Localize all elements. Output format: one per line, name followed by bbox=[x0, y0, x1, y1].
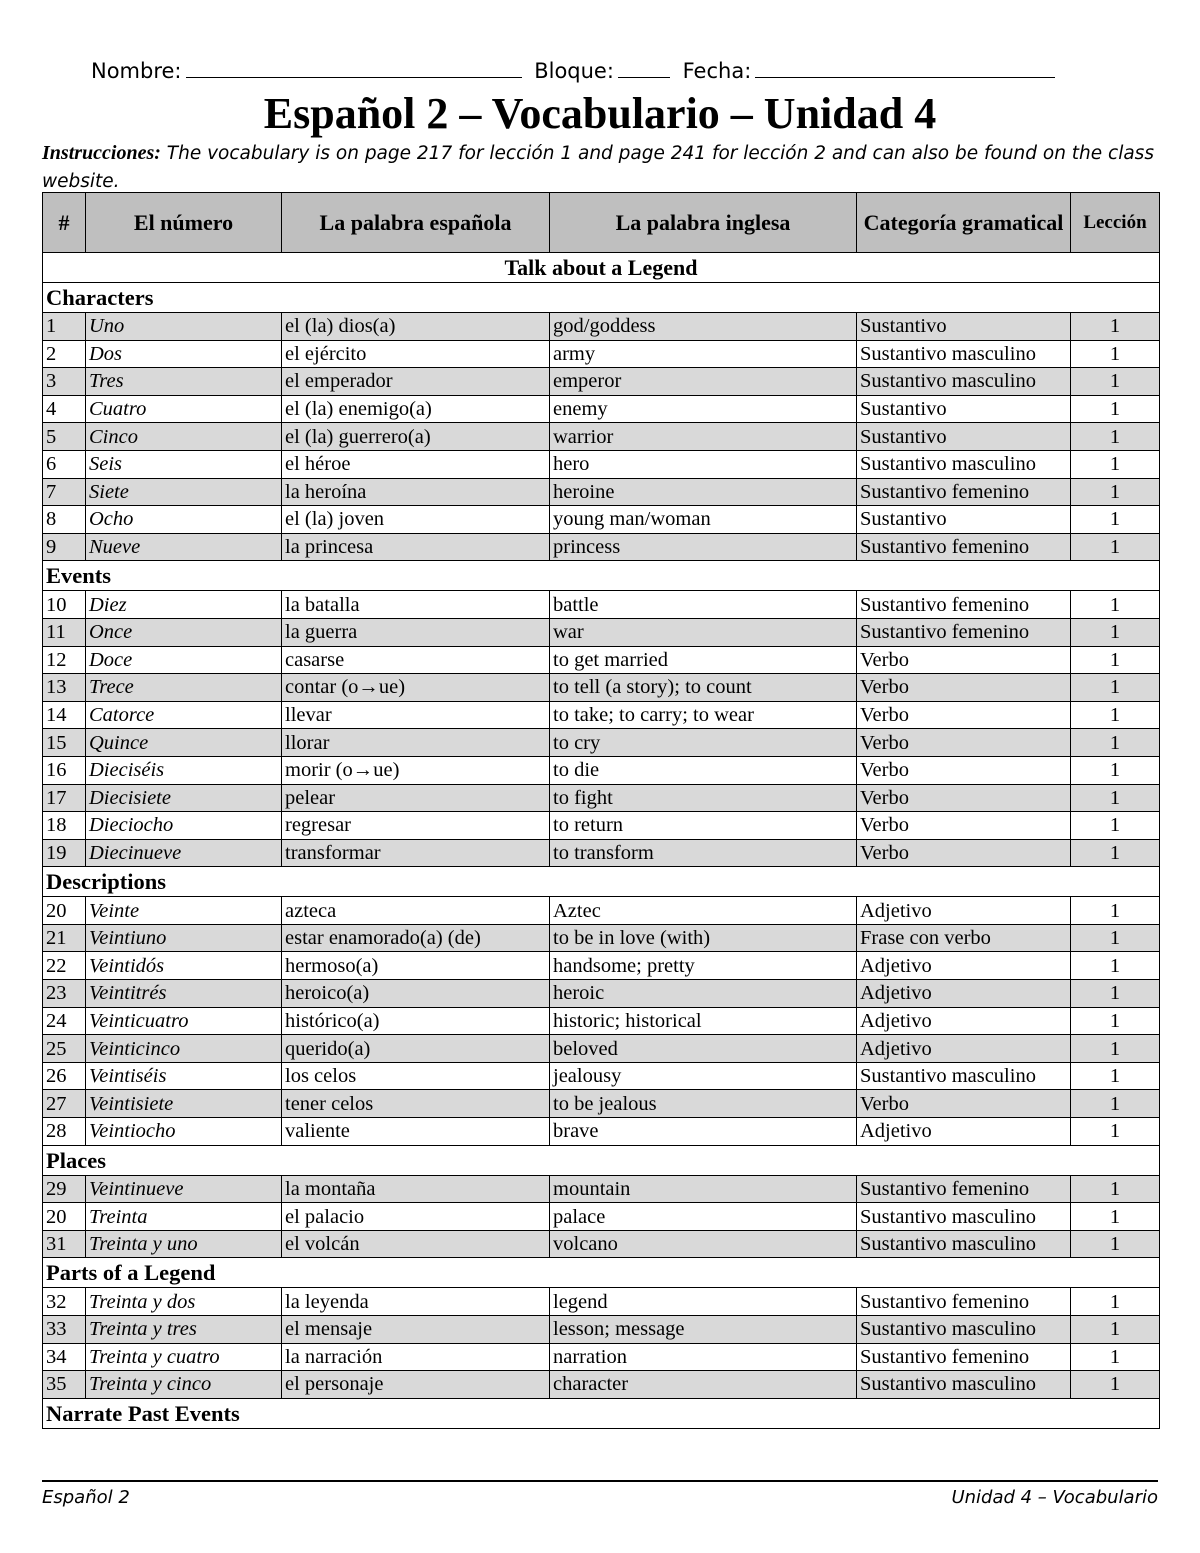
cell-categoria: Verbo bbox=[857, 674, 1071, 702]
cell-palabra-inglesa: brave bbox=[550, 1118, 857, 1146]
cell-number: 19 bbox=[43, 839, 86, 867]
cell-el-numero: Cuatro bbox=[86, 395, 282, 423]
table-row bbox=[43, 340, 1160, 368]
cell-palabra-inglesa: war bbox=[550, 618, 857, 646]
cell-number: 10 bbox=[43, 591, 86, 619]
cell-number: 3 bbox=[43, 368, 86, 396]
section-row bbox=[43, 1258, 1160, 1288]
section-row bbox=[43, 1145, 1160, 1175]
cell-palabra-inglesa: enemy bbox=[550, 395, 857, 423]
table-row bbox=[43, 1007, 1160, 1035]
column-header-number: # bbox=[43, 193, 86, 253]
table-row bbox=[43, 839, 1160, 867]
table-row bbox=[43, 533, 1160, 561]
cell-categoria: Sustantivo bbox=[857, 313, 1071, 341]
cell-number: 26 bbox=[43, 1062, 86, 1090]
cell-el-numero: Veinticinco bbox=[86, 1035, 282, 1063]
section-row bbox=[43, 867, 1160, 897]
cell-palabra-inglesa: battle bbox=[550, 591, 857, 619]
cell-number: 7 bbox=[43, 478, 86, 506]
cell-categoria: Sustantivo femenino bbox=[857, 618, 1071, 646]
cell-palabra-inglesa: character bbox=[550, 1371, 857, 1399]
cell-number: 25 bbox=[43, 1035, 86, 1063]
cell-el-numero: Dos bbox=[86, 340, 282, 368]
section-row bbox=[43, 561, 1160, 591]
table-row bbox=[43, 591, 1160, 619]
cell-categoria: Adjetivo bbox=[857, 1118, 1071, 1146]
cell-palabra-inglesa: jealousy bbox=[550, 1062, 857, 1090]
cell-leccion: 1 bbox=[1071, 980, 1160, 1008]
cell-palabra-espanola: la guerra bbox=[282, 618, 550, 646]
cell-el-numero: Treinta y uno bbox=[86, 1230, 282, 1258]
cell-leccion: 1 bbox=[1071, 423, 1160, 451]
cell-el-numero: Uno bbox=[86, 313, 282, 341]
cell-number: 14 bbox=[43, 701, 86, 729]
cell-leccion: 1 bbox=[1071, 924, 1160, 952]
cell-categoria: Sustantivo bbox=[857, 395, 1071, 423]
cell-categoria: Sustantivo masculino bbox=[857, 1062, 1071, 1090]
table-row bbox=[43, 646, 1160, 674]
cell-number: 34 bbox=[43, 1343, 86, 1371]
cell-categoria: Verbo bbox=[857, 756, 1071, 784]
cell-categoria: Adjetivo bbox=[857, 980, 1071, 1008]
cell-number: 22 bbox=[43, 952, 86, 980]
cell-palabra-espanola: la batalla bbox=[282, 591, 550, 619]
cell-palabra-espanola: la montaña bbox=[282, 1175, 550, 1203]
table-row bbox=[43, 924, 1160, 952]
table-row bbox=[43, 368, 1160, 396]
table-row bbox=[43, 1316, 1160, 1344]
cell-el-numero: Treinta y cuatro bbox=[86, 1343, 282, 1371]
cell-categoria: Verbo bbox=[857, 701, 1071, 729]
cell-el-numero: Treinta y cinco bbox=[86, 1371, 282, 1399]
cell-number: 24 bbox=[43, 1007, 86, 1035]
cell-categoria: Sustantivo femenino bbox=[857, 1288, 1071, 1316]
column-header-palabra-inglesa: La palabra inglesa bbox=[550, 193, 857, 253]
cell-palabra-espanola: los celos bbox=[282, 1062, 550, 1090]
cell-number: 1 bbox=[43, 313, 86, 341]
cell-palabra-espanola: transformar bbox=[282, 839, 550, 867]
cell-categoria: Verbo bbox=[857, 646, 1071, 674]
cell-leccion: 1 bbox=[1071, 1288, 1160, 1316]
cell-leccion: 1 bbox=[1071, 395, 1160, 423]
section-title: Places bbox=[43, 1145, 1160, 1175]
cell-leccion: 1 bbox=[1071, 1175, 1160, 1203]
cell-palabra-inglesa: beloved bbox=[550, 1035, 857, 1063]
cell-categoria: Sustantivo masculino bbox=[857, 1230, 1071, 1258]
cell-palabra-espanola: contar (o→ue) bbox=[282, 674, 550, 702]
cell-el-numero: Diez bbox=[86, 591, 282, 619]
cell-number: 12 bbox=[43, 646, 86, 674]
cell-palabra-espanola: el personaje bbox=[282, 1371, 550, 1399]
cell-leccion: 1 bbox=[1071, 952, 1160, 980]
cell-categoria: Sustantivo masculino bbox=[857, 1316, 1071, 1344]
table-row bbox=[43, 812, 1160, 840]
cell-palabra-espanola: la princesa bbox=[282, 533, 550, 561]
cell-number: 20 bbox=[43, 1203, 86, 1231]
cell-leccion: 1 bbox=[1071, 1371, 1160, 1399]
column-header-categoria: Categoría gramatical bbox=[857, 193, 1071, 253]
cell-leccion: 1 bbox=[1071, 646, 1160, 674]
cell-palabra-inglesa: heroine bbox=[550, 478, 857, 506]
cell-palabra-inglesa: to take; to carry; to wear bbox=[550, 701, 857, 729]
cell-el-numero: Quince bbox=[86, 729, 282, 757]
cell-palabra-espanola: el héroe bbox=[282, 450, 550, 478]
fecha-label: Fecha: bbox=[682, 59, 752, 83]
cell-leccion: 1 bbox=[1071, 450, 1160, 478]
cell-categoria: Verbo bbox=[857, 812, 1071, 840]
cell-palabra-inglesa: lesson; message bbox=[550, 1316, 857, 1344]
cell-categoria: Sustantivo masculino bbox=[857, 1203, 1071, 1231]
cell-palabra-espanola: pelear bbox=[282, 784, 550, 812]
section-title: Parts of a Legend bbox=[43, 1258, 1160, 1288]
column-header-leccion: Lección bbox=[1071, 193, 1160, 253]
cell-leccion: 1 bbox=[1071, 897, 1160, 925]
cell-leccion: 1 bbox=[1071, 591, 1160, 619]
cell-categoria: Sustantivo femenino bbox=[857, 533, 1071, 561]
cell-el-numero: Nueve bbox=[86, 533, 282, 561]
cell-palabra-espanola: el mensaje bbox=[282, 1316, 550, 1344]
cell-palabra-inglesa: to be jealous bbox=[550, 1090, 857, 1118]
table-row bbox=[43, 729, 1160, 757]
table-row bbox=[43, 701, 1160, 729]
cell-palabra-espanola: tener celos bbox=[282, 1090, 550, 1118]
instructions-label: Instrucciones: bbox=[42, 142, 161, 164]
cell-number: 16 bbox=[43, 756, 86, 784]
cell-palabra-espanola: el volcán bbox=[282, 1230, 550, 1258]
table-row bbox=[43, 784, 1160, 812]
cell-palabra-espanola: el (la) enemigo(a) bbox=[282, 395, 550, 423]
cell-categoria: Verbo bbox=[857, 729, 1071, 757]
cell-el-numero: Veintitrés bbox=[86, 980, 282, 1008]
table-heading: Talk about a Legend bbox=[43, 253, 1160, 283]
cell-palabra-inglesa: handsome; pretty bbox=[550, 952, 857, 980]
cell-leccion: 1 bbox=[1071, 729, 1160, 757]
cell-palabra-espanola: el emperador bbox=[282, 368, 550, 396]
cell-el-numero: Once bbox=[86, 618, 282, 646]
cell-leccion: 1 bbox=[1071, 1035, 1160, 1063]
cell-el-numero: Doce bbox=[86, 646, 282, 674]
cell-categoria: Adjetivo bbox=[857, 952, 1071, 980]
cell-palabra-espanola: el (la) guerrero(a) bbox=[282, 423, 550, 451]
cell-number: 31 bbox=[43, 1230, 86, 1258]
section-row bbox=[43, 1398, 1160, 1428]
cell-categoria: Sustantivo bbox=[857, 506, 1071, 534]
cell-el-numero: Veintiséis bbox=[86, 1062, 282, 1090]
cell-leccion: 1 bbox=[1071, 506, 1160, 534]
cell-el-numero: Treinta y dos bbox=[86, 1288, 282, 1316]
cell-categoria: Sustantivo femenino bbox=[857, 1343, 1071, 1371]
cell-el-numero: Veintiuno bbox=[86, 924, 282, 952]
table-row bbox=[43, 897, 1160, 925]
cell-palabra-espanola: la narración bbox=[282, 1343, 550, 1371]
cell-categoria: Sustantivo masculino bbox=[857, 340, 1071, 368]
cell-categoria: Frase con verbo bbox=[857, 924, 1071, 952]
cell-palabra-espanola: regresar bbox=[282, 812, 550, 840]
cell-categoria: Verbo bbox=[857, 784, 1071, 812]
cell-palabra-espanola: querido(a) bbox=[282, 1035, 550, 1063]
cell-palabra-espanola: llevar bbox=[282, 701, 550, 729]
cell-categoria: Verbo bbox=[857, 839, 1071, 867]
table-row bbox=[43, 980, 1160, 1008]
cell-el-numero: Dieciséis bbox=[86, 756, 282, 784]
cell-leccion: 1 bbox=[1071, 1230, 1160, 1258]
table-row bbox=[43, 618, 1160, 646]
cell-palabra-espanola: morir (o→ue) bbox=[282, 756, 550, 784]
cell-leccion: 1 bbox=[1071, 839, 1160, 867]
cell-palabra-espanola: valiente bbox=[282, 1118, 550, 1146]
cell-leccion: 1 bbox=[1071, 533, 1160, 561]
table-header-row bbox=[43, 193, 1160, 253]
cell-el-numero: Seis bbox=[86, 450, 282, 478]
cell-categoria: Adjetivo bbox=[857, 897, 1071, 925]
cell-palabra-inglesa: to return bbox=[550, 812, 857, 840]
cell-leccion: 1 bbox=[1071, 1007, 1160, 1035]
cell-palabra-inglesa: young man/woman bbox=[550, 506, 857, 534]
cell-leccion: 1 bbox=[1071, 618, 1160, 646]
cell-palabra-inglesa: hero bbox=[550, 450, 857, 478]
table-row bbox=[43, 1175, 1160, 1203]
section-title: Characters bbox=[43, 283, 1160, 313]
cell-palabra-espanola: casarse bbox=[282, 646, 550, 674]
cell-palabra-espanola: la heroína bbox=[282, 478, 550, 506]
table-heading-row bbox=[43, 253, 1160, 283]
cell-palabra-espanola: la leyenda bbox=[282, 1288, 550, 1316]
cell-palabra-inglesa: to fight bbox=[550, 784, 857, 812]
cell-leccion: 1 bbox=[1071, 756, 1160, 784]
cell-number: 5 bbox=[43, 423, 86, 451]
cell-el-numero: Trece bbox=[86, 674, 282, 702]
cell-number: 28 bbox=[43, 1118, 86, 1146]
cell-number: 27 bbox=[43, 1090, 86, 1118]
cell-palabra-espanola: llorar bbox=[282, 729, 550, 757]
cell-leccion: 1 bbox=[1071, 1118, 1160, 1146]
table-row bbox=[43, 952, 1160, 980]
cell-leccion: 1 bbox=[1071, 1203, 1160, 1231]
cell-leccion: 1 bbox=[1071, 478, 1160, 506]
cell-leccion: 1 bbox=[1071, 812, 1160, 840]
cell-number: 9 bbox=[43, 533, 86, 561]
table-row bbox=[43, 1035, 1160, 1063]
table-row bbox=[43, 674, 1160, 702]
table-row bbox=[43, 506, 1160, 534]
footer-left: Español 2 bbox=[42, 1487, 130, 1508]
cell-el-numero: Diecinueve bbox=[86, 839, 282, 867]
table-row bbox=[43, 1118, 1160, 1146]
cell-number: 6 bbox=[43, 450, 86, 478]
cell-palabra-inglesa: god/goddess bbox=[550, 313, 857, 341]
table-row bbox=[43, 756, 1160, 784]
instructions bbox=[42, 139, 1158, 196]
cell-leccion: 1 bbox=[1071, 701, 1160, 729]
cell-leccion: 1 bbox=[1071, 340, 1160, 368]
bloque-blank bbox=[618, 57, 670, 78]
cell-el-numero: Veintisiete bbox=[86, 1090, 282, 1118]
cell-palabra-inglesa: Aztec bbox=[550, 897, 857, 925]
cell-categoria: Verbo bbox=[857, 1090, 1071, 1118]
cell-el-numero: Veintidós bbox=[86, 952, 282, 980]
table-row bbox=[43, 1371, 1160, 1399]
cell-number: 15 bbox=[43, 729, 86, 757]
cell-el-numero: Dieciocho bbox=[86, 812, 282, 840]
table-row bbox=[43, 450, 1160, 478]
cell-el-numero: Catorce bbox=[86, 701, 282, 729]
cell-categoria: Sustantivo femenino bbox=[857, 591, 1071, 619]
footer-right: Unidad 4 – Vocabulario bbox=[951, 1487, 1158, 1508]
cell-el-numero: Treinta y tres bbox=[86, 1316, 282, 1344]
cell-categoria: Sustantivo femenino bbox=[857, 478, 1071, 506]
cell-palabra-inglesa: volcano bbox=[550, 1230, 857, 1258]
cell-palabra-espanola: azteca bbox=[282, 897, 550, 925]
nombre-blank bbox=[186, 57, 522, 78]
cell-number: 17 bbox=[43, 784, 86, 812]
cell-palabra-inglesa: historic; historical bbox=[550, 1007, 857, 1035]
cell-palabra-espanola: el ejército bbox=[282, 340, 550, 368]
cell-palabra-inglesa: palace bbox=[550, 1203, 857, 1231]
cell-leccion: 1 bbox=[1071, 1090, 1160, 1118]
page-title: Español 2 – Vocabulario – Unidad 4 bbox=[263, 89, 937, 138]
cell-categoria: Sustantivo bbox=[857, 423, 1071, 451]
nombre-label: Nombre: bbox=[91, 59, 182, 83]
cell-categoria: Adjetivo bbox=[857, 1007, 1071, 1035]
cell-palabra-inglesa: princess bbox=[550, 533, 857, 561]
bloque-label: Bloque: bbox=[534, 59, 614, 83]
cell-palabra-espanola: el palacio bbox=[282, 1203, 550, 1231]
table-row bbox=[43, 478, 1160, 506]
cell-number: 13 bbox=[43, 674, 86, 702]
footer-rule bbox=[42, 1480, 1158, 1482]
cell-palabra-espanola: hermoso(a) bbox=[282, 952, 550, 980]
cell-categoria: Sustantivo femenino bbox=[857, 1175, 1071, 1203]
cell-number: 4 bbox=[43, 395, 86, 423]
section-row bbox=[43, 283, 1160, 313]
cell-number: 18 bbox=[43, 812, 86, 840]
table-row bbox=[43, 1343, 1160, 1371]
cell-el-numero: Veintinueve bbox=[86, 1175, 282, 1203]
cell-number: 8 bbox=[43, 506, 86, 534]
cell-el-numero: Cinco bbox=[86, 423, 282, 451]
cell-palabra-espanola: estar enamorado(a) (de) bbox=[282, 924, 550, 952]
fecha-blank bbox=[755, 57, 1055, 78]
section-title: Events bbox=[43, 561, 1160, 591]
cell-categoria: Adjetivo bbox=[857, 1035, 1071, 1063]
cell-el-numero: Veinte bbox=[86, 897, 282, 925]
column-header-el-numero: El número bbox=[86, 193, 282, 253]
cell-leccion: 1 bbox=[1071, 368, 1160, 396]
cell-palabra-inglesa: to cry bbox=[550, 729, 857, 757]
cell-el-numero: Diecisiete bbox=[86, 784, 282, 812]
cell-leccion: 1 bbox=[1071, 313, 1160, 341]
section-title: Descriptions bbox=[43, 867, 1160, 897]
cell-palabra-espanola: heroico(a) bbox=[282, 980, 550, 1008]
cell-number: 32 bbox=[43, 1288, 86, 1316]
cell-number: 23 bbox=[43, 980, 86, 1008]
cell-palabra-inglesa: legend bbox=[550, 1288, 857, 1316]
cell-palabra-inglesa: mountain bbox=[550, 1175, 857, 1203]
table-row bbox=[43, 423, 1160, 451]
table-row bbox=[43, 1288, 1160, 1316]
cell-categoria: Sustantivo masculino bbox=[857, 450, 1071, 478]
cell-palabra-inglesa: army bbox=[550, 340, 857, 368]
cell-el-numero: Ocho bbox=[86, 506, 282, 534]
table-row bbox=[43, 1203, 1160, 1231]
cell-palabra-inglesa: to be in love (with) bbox=[550, 924, 857, 952]
cell-leccion: 1 bbox=[1071, 784, 1160, 812]
cell-number: 20 bbox=[43, 897, 86, 925]
cell-el-numero: Tres bbox=[86, 368, 282, 396]
cell-palabra-inglesa: to transform bbox=[550, 839, 857, 867]
cell-el-numero: Veintiocho bbox=[86, 1118, 282, 1146]
instructions-text: The vocabulary is on page 217 for lección 1 and page 241 for lección 2 and can also be found on the class website. bbox=[42, 143, 1154, 192]
table-row bbox=[43, 1090, 1160, 1118]
cell-palabra-espanola: histórico(a) bbox=[282, 1007, 550, 1035]
cell-leccion: 1 bbox=[1071, 674, 1160, 702]
vocabulary-table bbox=[42, 192, 1160, 1429]
cell-palabra-espanola: el (la) joven bbox=[282, 506, 550, 534]
student-info-line bbox=[91, 56, 1131, 86]
cell-leccion: 1 bbox=[1071, 1316, 1160, 1344]
cell-palabra-inglesa: to die bbox=[550, 756, 857, 784]
cell-categoria: Sustantivo masculino bbox=[857, 368, 1071, 396]
table-row bbox=[43, 1062, 1160, 1090]
cell-palabra-inglesa: warrior bbox=[550, 423, 857, 451]
column-header-palabra-espanola: La palabra española bbox=[282, 193, 550, 253]
cell-number: 21 bbox=[43, 924, 86, 952]
cell-el-numero: Siete bbox=[86, 478, 282, 506]
cell-el-numero: Veinticuatro bbox=[86, 1007, 282, 1035]
cell-categoria: Sustantivo masculino bbox=[857, 1371, 1071, 1399]
cell-leccion: 1 bbox=[1071, 1343, 1160, 1371]
cell-palabra-inglesa: to tell (a story); to count bbox=[550, 674, 857, 702]
cell-palabra-espanola: el (la) dios(a) bbox=[282, 313, 550, 341]
table-row bbox=[43, 1230, 1160, 1258]
cell-number: 35 bbox=[43, 1371, 86, 1399]
cell-palabra-inglesa: narration bbox=[550, 1343, 857, 1371]
cell-palabra-inglesa: emperor bbox=[550, 368, 857, 396]
section-title: Narrate Past Events bbox=[43, 1398, 1160, 1428]
cell-el-numero: Treinta bbox=[86, 1203, 282, 1231]
cell-palabra-inglesa: to get married bbox=[550, 646, 857, 674]
cell-number: 33 bbox=[43, 1316, 86, 1344]
cell-number: 11 bbox=[43, 618, 86, 646]
cell-palabra-inglesa: heroic bbox=[550, 980, 857, 1008]
table-row bbox=[43, 313, 1160, 341]
table-row bbox=[43, 395, 1160, 423]
cell-number: 2 bbox=[43, 340, 86, 368]
cell-number: 29 bbox=[43, 1175, 86, 1203]
cell-leccion: 1 bbox=[1071, 1062, 1160, 1090]
